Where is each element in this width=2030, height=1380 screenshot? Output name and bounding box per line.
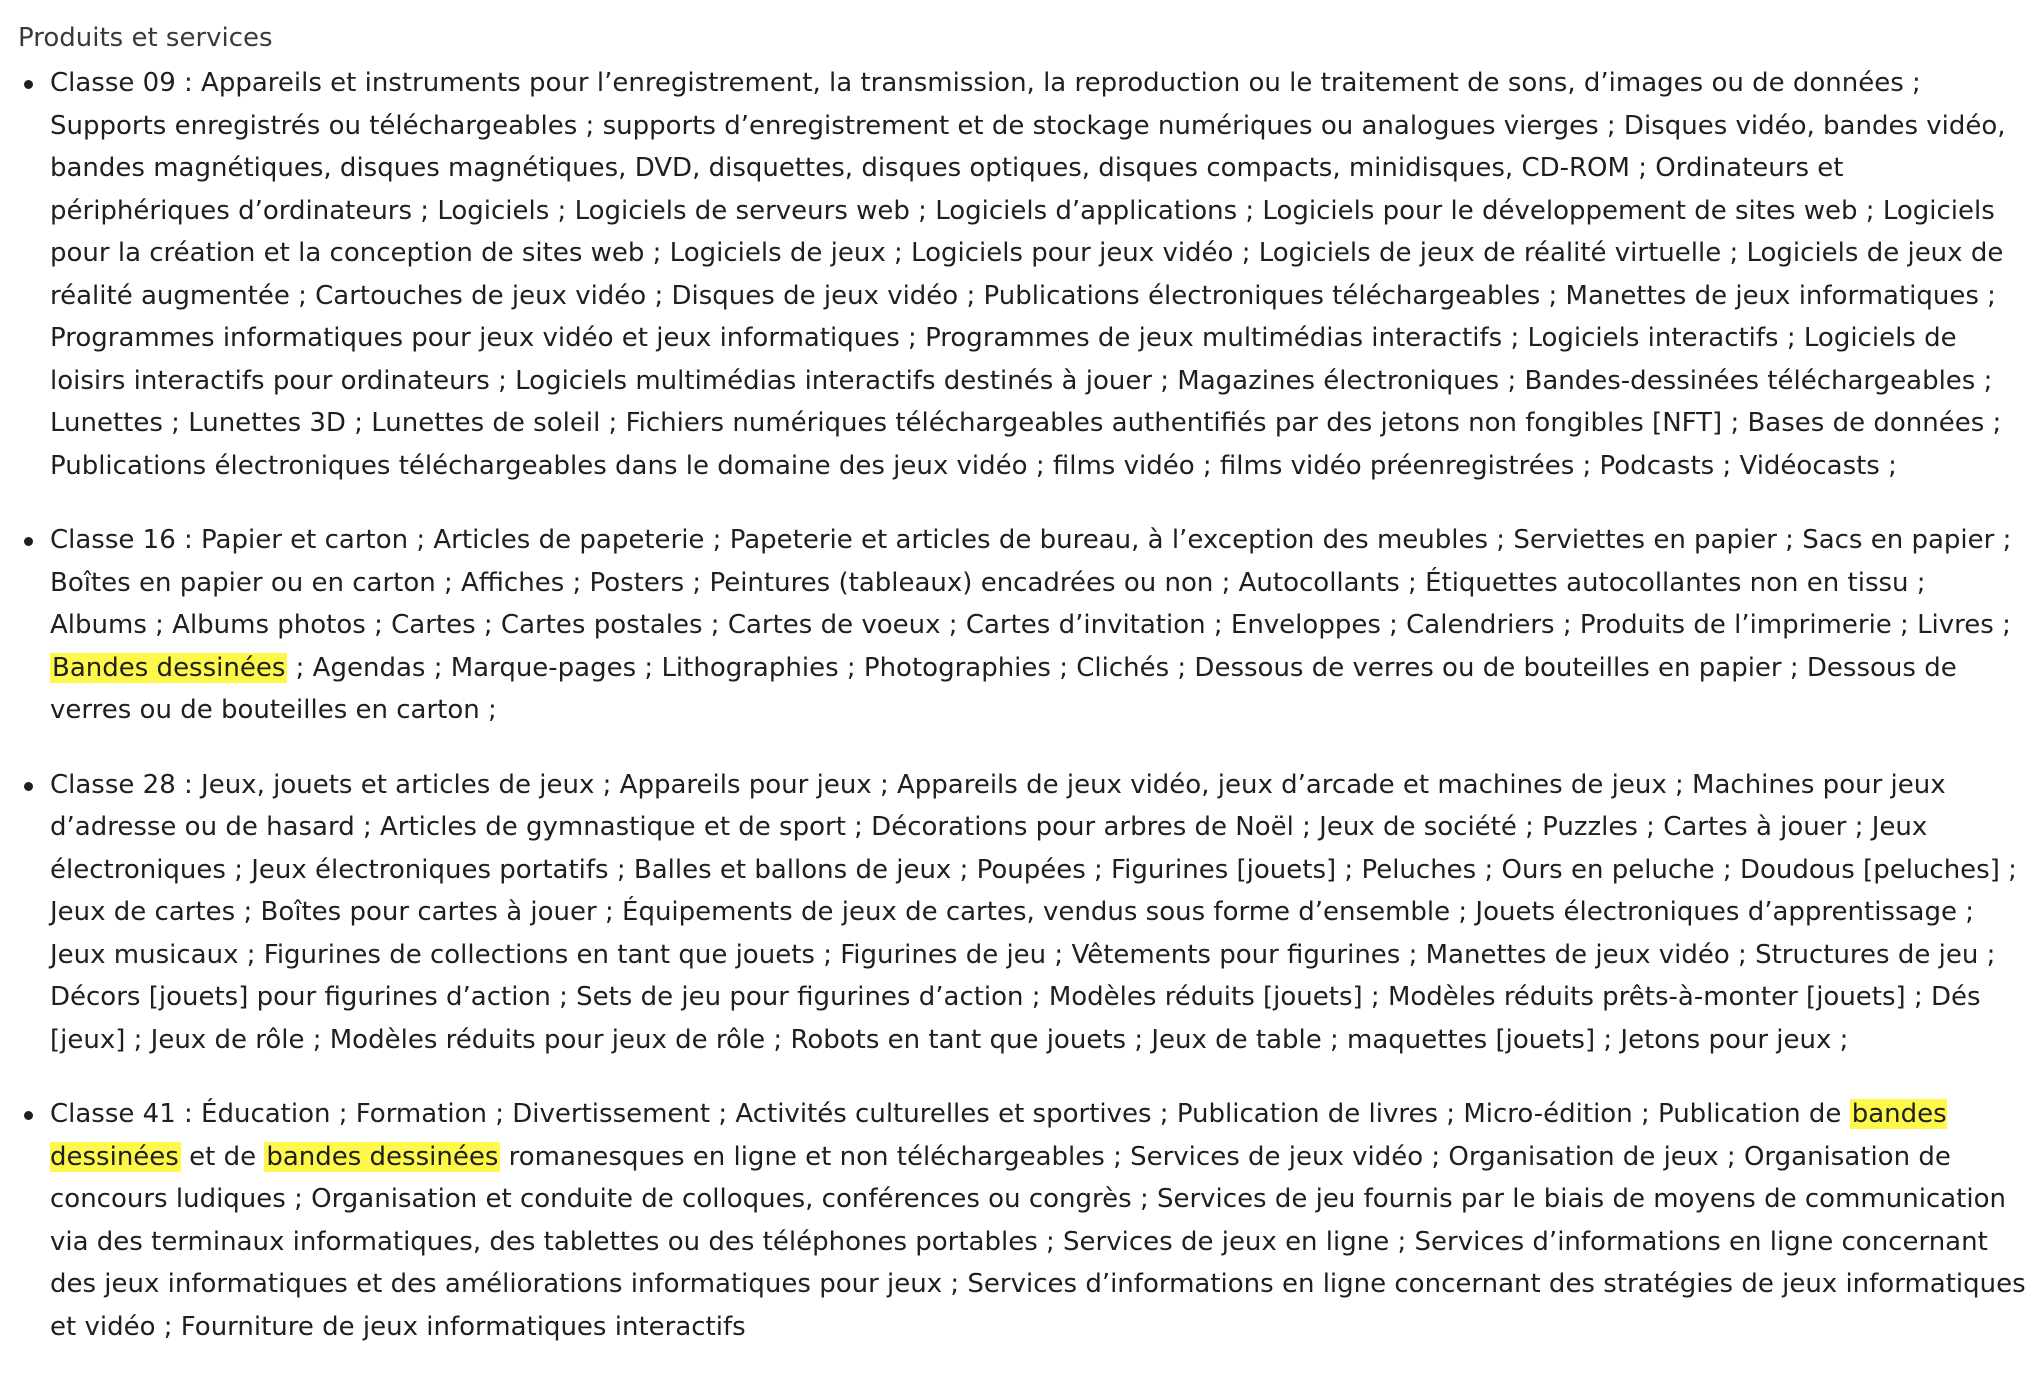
section-title: Produits et services bbox=[18, 23, 273, 53]
bullet-icon bbox=[24, 1111, 33, 1120]
class-text: Classe 41 : Éducation ; Formation ; Divertissement ; Activités culturelles et sportives ; Publication de livres ; Micro-édition ; Publication de bbox=[50, 1099, 1850, 1129]
class-text: Classe 28 : Jeux, jouets et articles de jeux ; Appareils pour jeux ; Appareils de jeux vidéo, jeux d’arcade et machines de jeux ; Machines pour jeux d’adresse ou de hasard ; Articles de gymnastique et de sport ; Décorations pour arbres de Noël ; Jeux de société ; Puzzles ; Cartes à jouer ; Jeux électroniques ; Jeux électroniques portatifs ; Balles et ballons de jeux ; Poupées ; Figurines [jouets] ; Peluches ; Ours en peluche ; Doudous [peluches] ; Jeux de cartes ; Boîtes pour cartes à jouer ; Équipements de jeux de cartes, vendus sous forme d’ensemble ; Jouets électroniques d’apprentissage ; Jeux musicaux ; Figurines de collections en tant que jouets ; Figurines de jeu ; Vêtements pour figurines ; Manettes de jeux vidéo ; Structures de jeu ; Décors [jouets] pour figurines d’action ; Sets de jeu pour figurines d’action ; Modèles réduits [jouets] ; Modèles réduits prêts-à-monter [jouets] ; Dés [jeux] ; Jeux de rôle ; Modèles réduits pour jeux de rôle ; Robots en tant que jouets ; Jeux de table ; maquettes [jouets] ; Jetons pour jeux ; bbox=[50, 769, 2017, 1055]
class-text: ; Agendas ; Marque-pages ; Lithographies ; Photographies ; Clichés ; Dessous de verres ou de bouteilles en papier ; Dessous de verres ou de bouteilles en carton ; bbox=[50, 652, 1957, 725]
highlighted-term: bandes dessinées bbox=[50, 1099, 1947, 1172]
bullet-icon bbox=[24, 80, 33, 89]
class-text: Classe 16 : Papier et carton ; Articles de papeterie ; Papeterie et articles de bureau, à l’exception des meubles ; Serviettes en papier ; Sacs en papier ; Boîtes en papier ou en carton ; Affiches ; Posters ; Peintures (tableaux) encadrées ou non ; Autocollants ; Étiquettes autocollantes non en tissu ; Albums ; Albums photos ; Cartes ; Cartes postales ; Cartes de voeux ; Cartes d’invitation ; Enveloppes ; Calendriers ; Produits de l’imprimerie ; Livres ; bbox=[50, 525, 2012, 640]
class-item bbox=[50, 62, 2030, 487]
class-text: Classe 09 : Appareils et instruments pour l’enregistrement, la transmission, la reproduction ou le traitement de sons, d’images ou de données ; Supports enregistrés ou téléchargeables ; supports d’enregistrement et de stockage numériques ou analogues vierges ; Disques vidéo, bandes vidéo, bandes magnétiques, disques magnétiques, DVD, disquettes, disques optiques, disques compacts, minidisques, CD-ROM ; Ordinateurs et périphériques d’ordinateurs ; Logiciels ; Logiciels de serveurs web ; Logiciels d’applications ; Logiciels pour le développement de sites web ; Logiciels pour la création et la conception de sites web ; Logiciels de jeux ; Logiciels pour jeux vidéo ; Logiciels de jeux de réalité virtuelle ; Logiciels de jeux de réalité augmentée ; Cartouches de jeux vidéo ; Disques de jeux vidéo ; Publications électroniques téléchargeables ; Manettes de jeux informatiques ; Programmes informatiques pour jeux vidéo et jeux informatiques ; Programmes de jeux multimédias interactifs ; Logiciels interactifs ; Logiciels de loisirs interactifs pour ordinateurs ; Logiciels multimédias interactifs destinés à jouer ; Magazines électroniques ; Bandes-dessinées téléchargeables ; Lunettes ; Lunettes 3D ; Lunettes de soleil ; Fichiers numériques téléchargeables authentifiés par des jetons non fongibles [NFT] ; Bases de données ; Publications électroniques téléchargeables dans le domaine des jeux vidéo ; films vidéo ; films vidéo préenregistrées ; Podcasts ; Vidéocasts ; bbox=[50, 68, 2006, 481]
highlighted-term: bandes dessinées bbox=[266, 1141, 499, 1172]
class-item bbox=[50, 519, 2030, 732]
class-list bbox=[0, 62, 2030, 1380]
class-item bbox=[50, 764, 2030, 1062]
class-item bbox=[50, 1093, 2030, 1348]
bullet-icon bbox=[24, 782, 33, 791]
class-text: romanesques en ligne et non téléchargeables ; Services de jeux vidéo ; Organisation de jeux ; Organisation de concours ludiques ; Organisation et conduite de colloques, conférences ou congrès ; Services de jeu fournis par le biais de moyens de communication via des terminaux informatiques, des tablettes ou des téléphones portables ; Services de jeux en ligne ; Services d’informations en ligne concernant des jeux informatiques et des améliorations informatiques pour jeux ; Services d’informations en ligne concernant des stratégies de jeux informatiques et vidéo ; Fourniture de jeux informatiques interactifs bbox=[50, 1141, 2026, 1342]
class-text: et de bbox=[180, 1141, 265, 1172]
highlighted-term: Bandes dessinées bbox=[52, 652, 286, 683]
bullet-icon bbox=[24, 537, 33, 546]
